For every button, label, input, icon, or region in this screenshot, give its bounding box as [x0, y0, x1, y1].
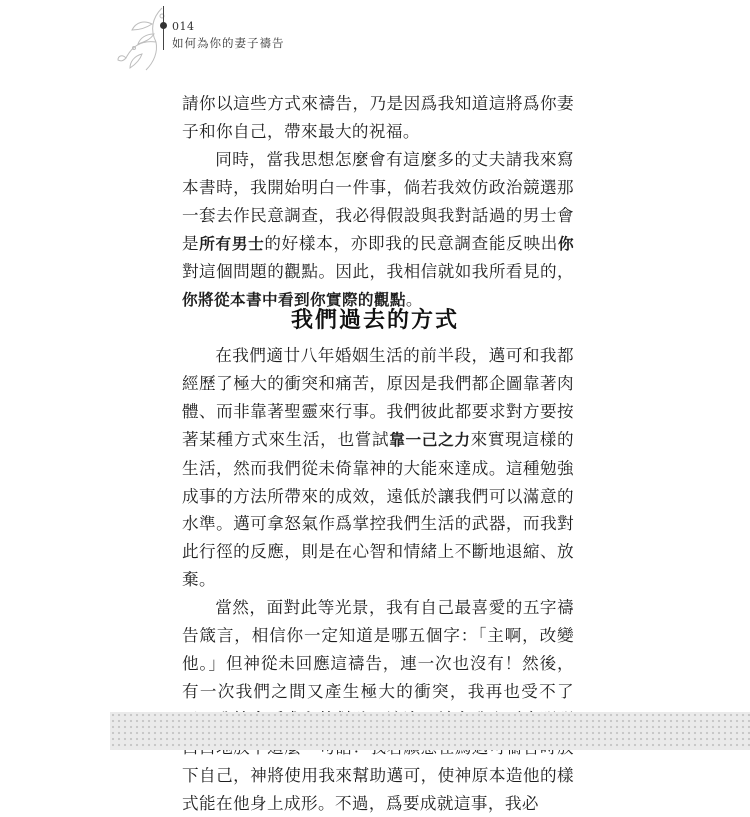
text-run: 對這個問題的觀點。因此，我相信就如我所看見的，: [182, 262, 574, 282]
floral-ornament-icon: [112, 4, 176, 74]
footer-pattern: [110, 712, 750, 750]
page-number: 014: [172, 20, 195, 33]
text-run: 來實現這樣的生活，然而我們從未倚靠神的大能來達成。這種勉強成事的方法所帶來的成效，遠低於讓我們可以滿意的水準。邁可拿怒氣作爲掌控我們生活的武器，而我對此行徑的反應，則是在心智和情緒上不斷地退縮、放棄。: [182, 429, 574, 590]
header-bullet: [160, 22, 167, 29]
paragraph-intro-1: 請你以這些方式來禱告，乃是因爲我知道這將爲你妻子和你自己，帶來最大的祝福。: [182, 94, 574, 141]
text-run: 。: [405, 290, 423, 310]
paragraph-section-1: [182, 342, 574, 594]
intro-text: [182, 90, 574, 315]
emphasis-your-view: 你將從本書中看到你實際的觀點: [182, 291, 406, 310]
emphasis-all-men: 所有男士: [199, 234, 265, 253]
text-run: 在我們適廿八年婚姻生活的前半段，邁可和我都經歷了極大的衝突和痛苦，原因是我們都企圖靠著肉體、而非靠著聖靈來行事。我們彼此都要求對方要按著某種方式來生活，也嘗試: [182, 346, 574, 449]
paragraph-section-2: 當然，面對此等光景，我有自己最喜愛的五字禱告箴言，相信你一定知道是哪五個字：「主啊，改變他。」但神從未回應這禱告，連一次也沒有！然後，有一次我們之間又產生極大的衝突，我再也受不了 下自己，神將使用我來幫助邁可，使神原本造他的樣式能在他身上成形。不過，爲要成就這事，我必: [182, 598, 574, 813]
paragraph-intro-2: [182, 146, 574, 315]
text-run: 的好樣本，亦即我的民意調查能反映出: [264, 233, 558, 253]
text-run: 同時，當我思想怎麼會有這麼多的丈夫請我來寫本書時，我開始明白一件事，倘若我效仿政治競選那一套去作民意調查，我必得假設與我對話過的男士會是: [182, 149, 574, 253]
emphasis-you: 你: [558, 234, 574, 253]
running-title: 如何為你的妻子禱告: [172, 36, 285, 50]
emphasis-own-strength: 靠一己之力: [389, 430, 471, 449]
section-title: 我們過去的方式: [290, 308, 459, 333]
